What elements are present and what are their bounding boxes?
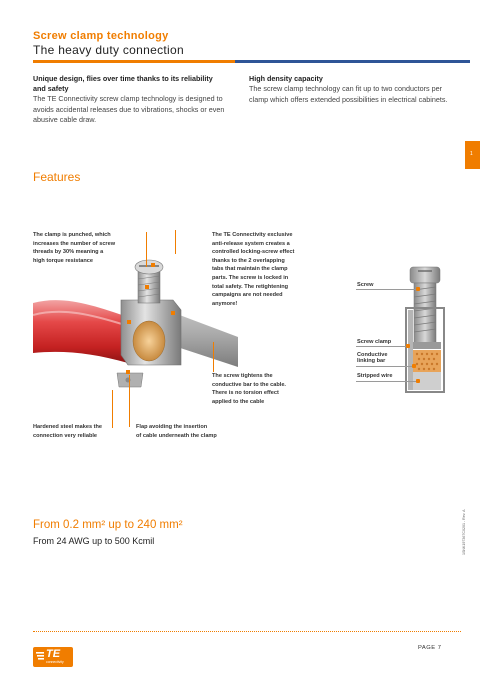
callout-line: There is no torsion effect bbox=[212, 390, 279, 397]
callout-line: controlled locking-screw effect bbox=[212, 249, 295, 256]
callout-line: tabs that maintain the clamp bbox=[212, 266, 288, 273]
callout-antirelease bbox=[212, 231, 332, 308]
label-line bbox=[356, 346, 408, 347]
callout-line: anti-release system creates a bbox=[212, 240, 290, 247]
label-linking-bar-1: Conductive bbox=[357, 352, 388, 358]
side-tab-label: 1 bbox=[470, 151, 473, 157]
intro-left-heading-2: and safety bbox=[33, 84, 69, 93]
label-linking-bar-2: linking bar bbox=[357, 358, 386, 364]
connector-line bbox=[175, 230, 176, 254]
label-line bbox=[356, 366, 414, 367]
callout-flap bbox=[136, 423, 256, 440]
footer-rule bbox=[33, 631, 461, 632]
document-reference: 1SNK197367C0201 - Rev. A bbox=[462, 509, 466, 555]
callout-line: The clamp is punched, which bbox=[33, 232, 111, 238]
callout-line: Flap avoiding the insertion bbox=[136, 424, 208, 430]
logo-subtext: connectivity bbox=[46, 660, 64, 664]
connector-line bbox=[213, 342, 214, 372]
intro-left-body-1: The TE Connectivity screw clamp technology is designed to bbox=[33, 94, 223, 103]
label-screw: Screw bbox=[357, 282, 374, 288]
callout-line: applied to the cable bbox=[212, 398, 265, 405]
callout-tightens bbox=[212, 372, 332, 406]
header-rule-blue bbox=[235, 60, 470, 63]
callout-line: connection very reliable bbox=[33, 432, 98, 439]
intro-left-body-2: avoids accidental releases due to vibrations, shocks or even bbox=[33, 104, 225, 114]
callout-line: campaigns are not needed bbox=[212, 292, 283, 299]
range-title: From 0.2 mm² up to 240 mm² bbox=[33, 519, 183, 531]
callout-line: conductive bar to the cable. bbox=[212, 381, 286, 388]
header-rule-orange bbox=[33, 60, 235, 63]
label-dot bbox=[416, 379, 420, 383]
callout-line: of cable underneath the clamp bbox=[136, 432, 217, 439]
features-title: Features bbox=[33, 170, 81, 184]
intro-left-heading-1: Unique design, flies over time thanks to its reliability bbox=[33, 74, 213, 83]
label-dot bbox=[416, 287, 420, 291]
label-screw-clamp: Screw clamp bbox=[357, 339, 392, 345]
intro-right-body-2: clamp which offers extended possibilities in electrical cabinets. bbox=[249, 94, 448, 104]
te-logo bbox=[33, 647, 73, 667]
side-tab bbox=[465, 141, 480, 169]
label-line bbox=[356, 381, 418, 382]
page-title: Screw clamp technology bbox=[33, 30, 169, 42]
page-number: PAGE 7 bbox=[418, 645, 442, 651]
label-stripped-wire: Stripped wire bbox=[357, 373, 393, 379]
intro-right-heading: High density capacity bbox=[249, 74, 323, 83]
intro-left bbox=[33, 74, 238, 126]
callout-punched bbox=[33, 231, 158, 265]
range-subtitle: From 24 AWG up to 500 Kcmil bbox=[33, 536, 155, 546]
callout-line: parts. The screw is locked in bbox=[212, 274, 289, 281]
callout-line: thanks to the 2 overlapping bbox=[212, 257, 285, 264]
intro-right bbox=[249, 74, 469, 105]
label-line bbox=[356, 289, 418, 290]
label-dot bbox=[406, 344, 410, 348]
intro-left-body-3: abusive cable draw. bbox=[33, 115, 97, 124]
callout-line: The TE Connectivity exclusive bbox=[212, 232, 293, 238]
connector-line bbox=[129, 375, 130, 427]
logo-text: TE bbox=[46, 648, 61, 660]
callout-line: increases the number of screw bbox=[33, 240, 116, 247]
callout-line: total safety. The retightening bbox=[212, 283, 289, 290]
callout-line: high torque resistance bbox=[33, 257, 93, 264]
callout-line: anymore! bbox=[212, 300, 238, 307]
page-subtitle: The heavy duty connection bbox=[33, 43, 184, 57]
callout-line: The screw tightens the bbox=[212, 373, 273, 379]
callout-line: threads by 30% meaning a bbox=[33, 249, 104, 256]
callout-steel bbox=[33, 423, 133, 440]
label-dot bbox=[412, 364, 416, 368]
intro-right-body-1: The screw clamp technology can fit up to two conductors per bbox=[249, 84, 442, 93]
callout-line: Hardened steel makes the bbox=[33, 424, 103, 430]
